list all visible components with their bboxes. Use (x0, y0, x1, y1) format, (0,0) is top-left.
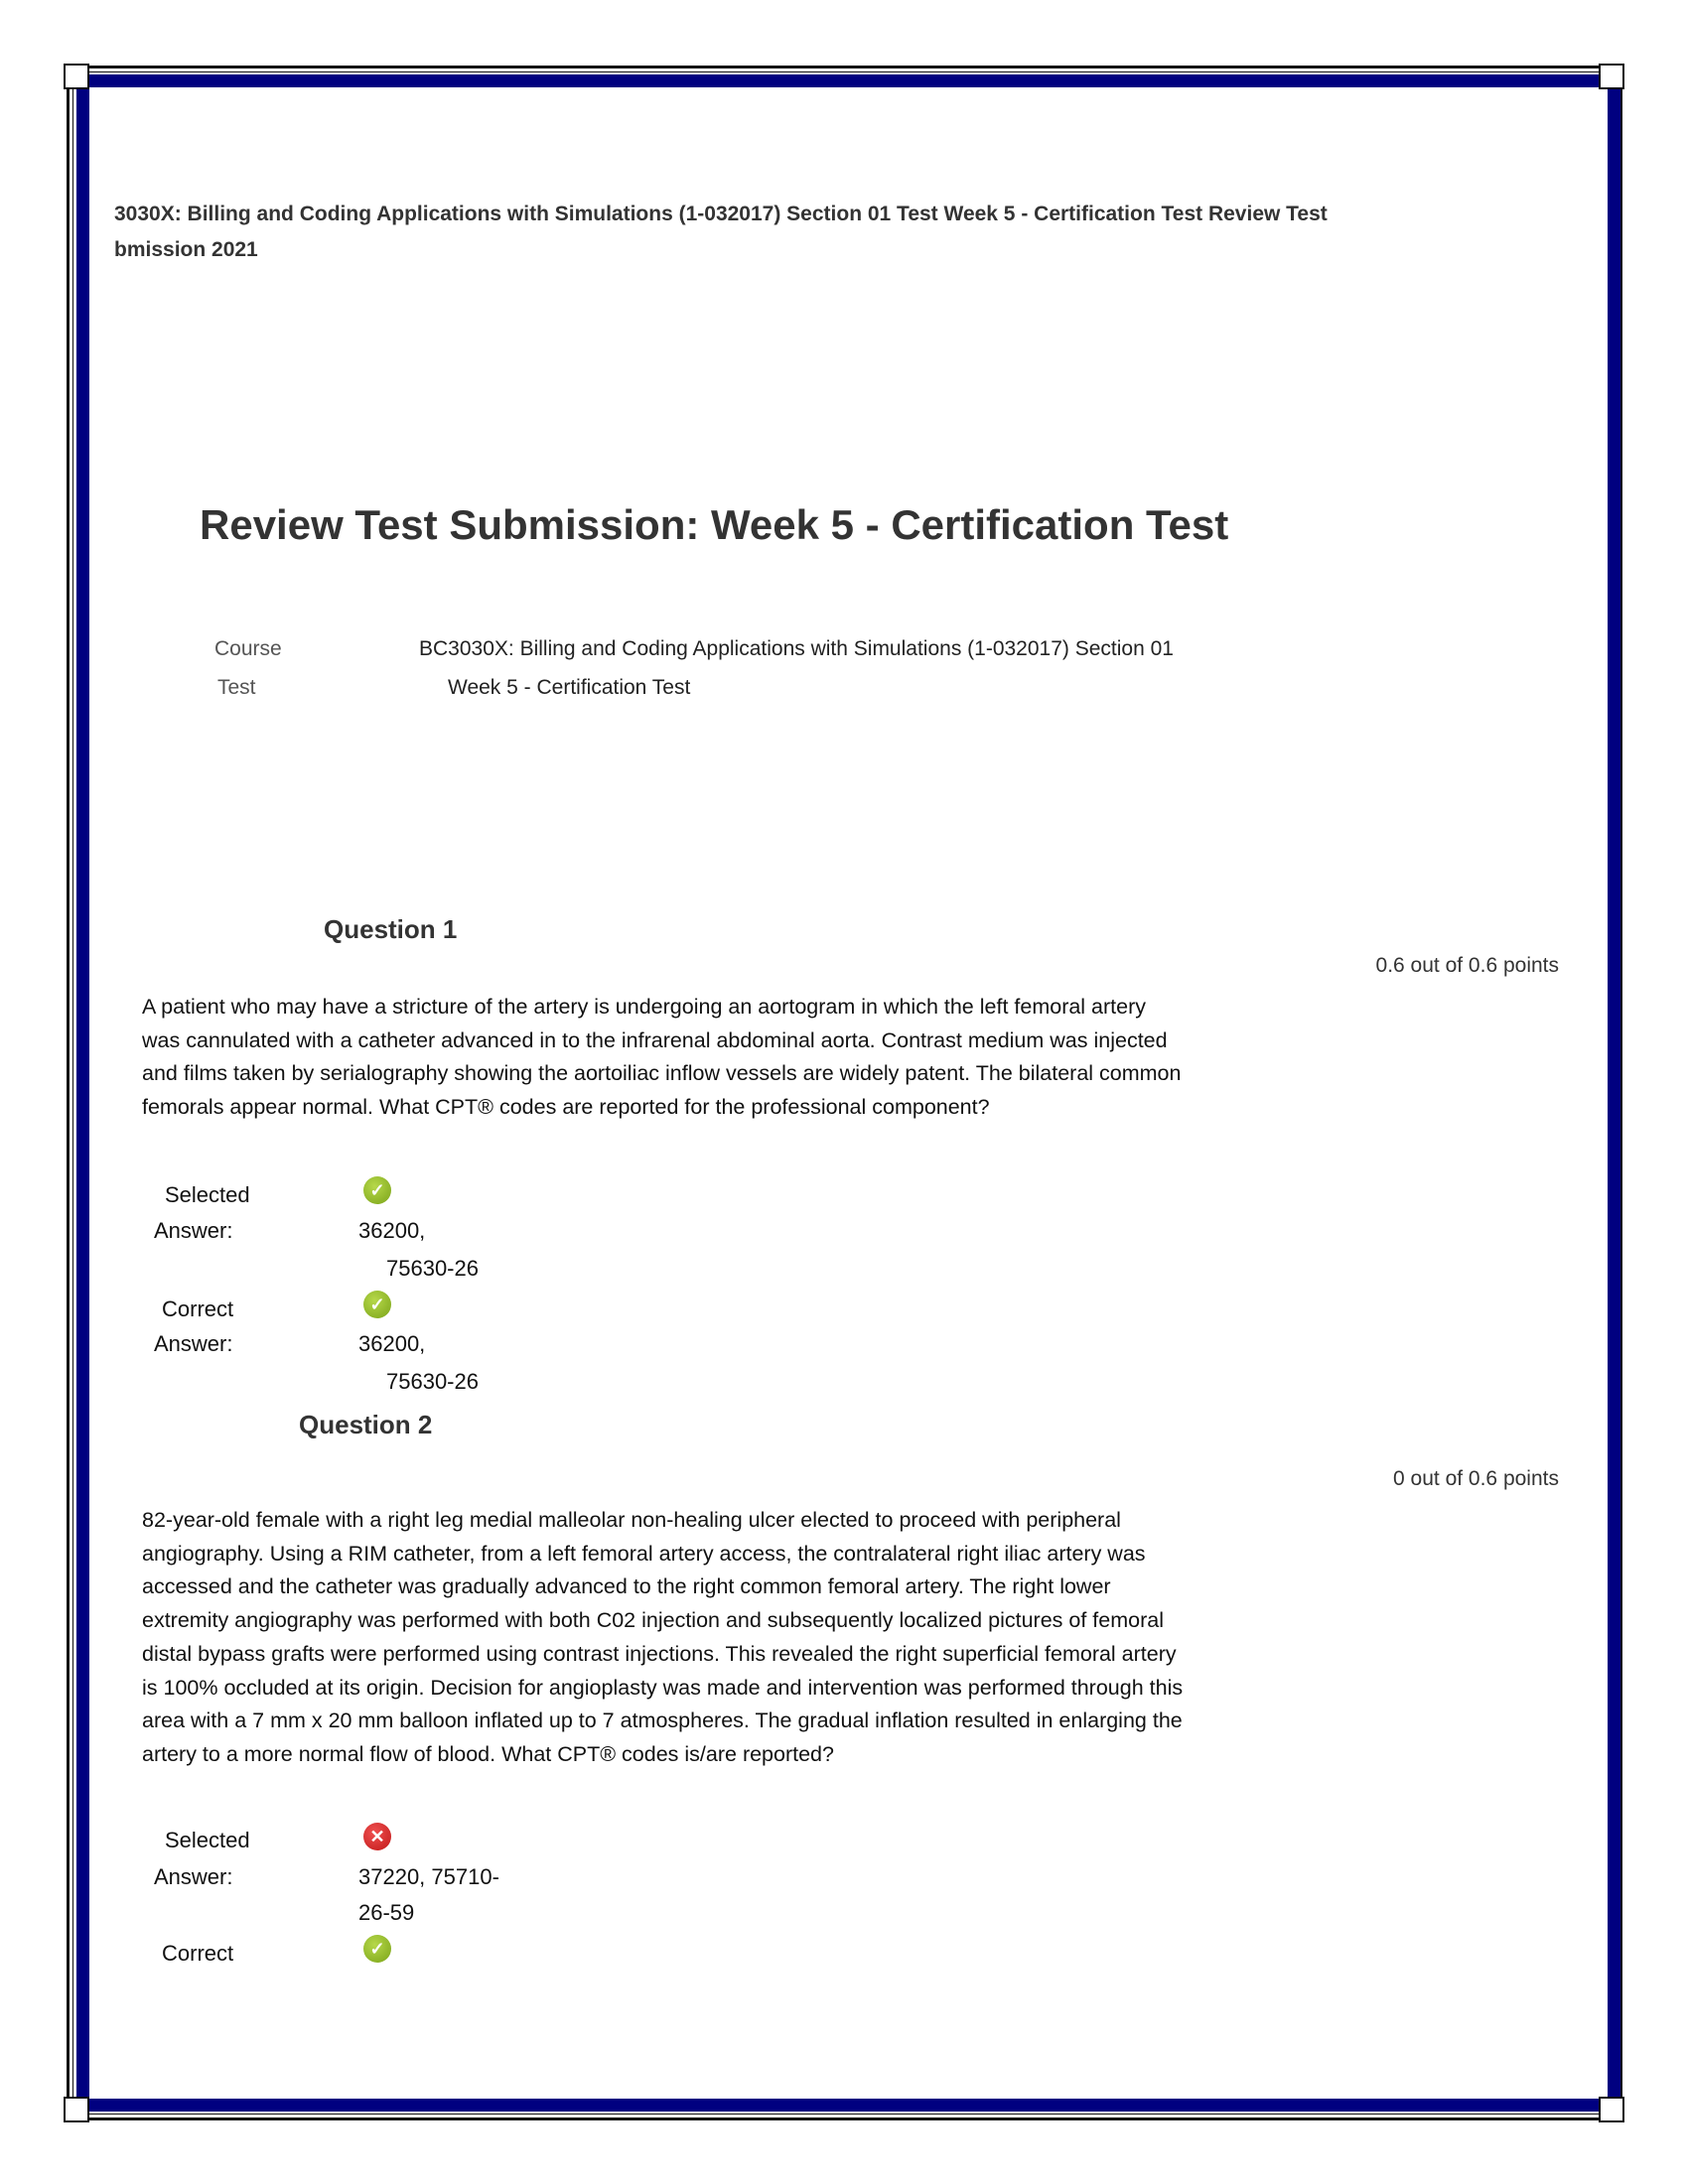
correct-answer-label: Answer: (154, 1331, 233, 1356)
text-line: femorals appear normal. What CPT® codes are reported for the professional component? (142, 1095, 990, 1120)
header-line-1: 3030X: Billing and Coding Applications with Simulations (1-032017) Section 01 Test Week 5 - Certification Test Review Test (114, 203, 1328, 225)
selected-answer-label: Answer: (154, 1864, 233, 1889)
text-line: artery to a more normal flow of blood. What CPT® codes is/are reported? (142, 1741, 834, 1766)
test-value: Week 5 - Certification Test (448, 676, 691, 699)
question-2-heading: Question 2 (299, 1410, 433, 1439)
header-line-2: bmission 2021 (114, 238, 258, 261)
text-line: accessed and the catheter was gradually advanced to the right common femoral artery. The right lower (142, 1574, 1111, 1599)
text-line: was cannulated with a catheter advanced in to the infrarenal abdominal aorta. Contrast medium was injected (142, 1027, 1168, 1052)
border-corner (64, 2097, 89, 2122)
text-line: 82-year-old female with a right leg medial malleolar non-healing ulcer elected to proceed with peripheral (142, 1508, 1121, 1532)
page-title: Review Test Submission: Week 5 - Certification Test (200, 501, 1229, 548)
selected-answer-label: Answer: (154, 1218, 233, 1243)
question-1-heading: Question 1 (324, 914, 458, 944)
text-line: distal bypass grafts were performed using contrast injections. This revealed the right superficial femoral artery (142, 1641, 1177, 1666)
text-line: is 100% occluded at its origin. Decision for angioplasty was made and intervention was performed through this (142, 1675, 1184, 1700)
selected-answer-label: Selected (165, 1182, 250, 1207)
check-icon: ✓ (363, 1935, 391, 1963)
text-line: A patient who may have a stricture of the artery is undergoing an aortogram in which the left femoral artery (142, 995, 1147, 1019)
border-corner (1599, 2097, 1624, 2122)
correct-answer-label: Correct (162, 1297, 234, 1321)
text-line: and films taken by serialography showing the aortoiliac inflow vessels are widely patent. The bilateral common (142, 1061, 1182, 1086)
selected-answer-value: 36200, (358, 1218, 426, 1243)
check-icon: ✓ (363, 1176, 391, 1204)
text-line: angiography. Using a RIM catheter, from a left femoral artery access, the contralateral right iliac artery was (142, 1541, 1146, 1566)
correct-answer-value: 36200, (358, 1331, 426, 1356)
selected-answer-value: 75630-26 (386, 1256, 479, 1281)
test-label: Test (217, 676, 256, 699)
text-line: area with a 7 mm x 20 mm balloon inflated up to 7 atmospheres. The gradual inflation resulted in enlarging the (142, 1708, 1183, 1733)
x-icon: ✕ (363, 1823, 391, 1850)
border-corner (64, 64, 89, 89)
course-label: Course (214, 637, 282, 660)
question-2-points: 0 out of 0.6 points (1393, 1467, 1559, 1490)
question-1-text (142, 991, 1181, 1125)
selected-answer-label: Selected (165, 1828, 250, 1852)
question-2-text (142, 1504, 1183, 1772)
question-1-points: 0.6 out of 0.6 points (1375, 954, 1559, 977)
selected-answer-value: 37220, 75710- (358, 1864, 499, 1889)
correct-answer-label: Correct (162, 1941, 234, 1966)
border-corner (1599, 64, 1624, 89)
correct-answer-value: 75630-26 (386, 1369, 479, 1394)
text-line: extremity angiography was performed with both C02 injection and subsequently localized pictures of femoral (142, 1608, 1164, 1633)
selected-answer-value: 26-59 (358, 1900, 415, 1925)
course-value: BC3030X: Billing and Coding Applications with Simulations (1-032017) Section 01 (419, 637, 1174, 660)
check-icon: ✓ (363, 1291, 391, 1318)
